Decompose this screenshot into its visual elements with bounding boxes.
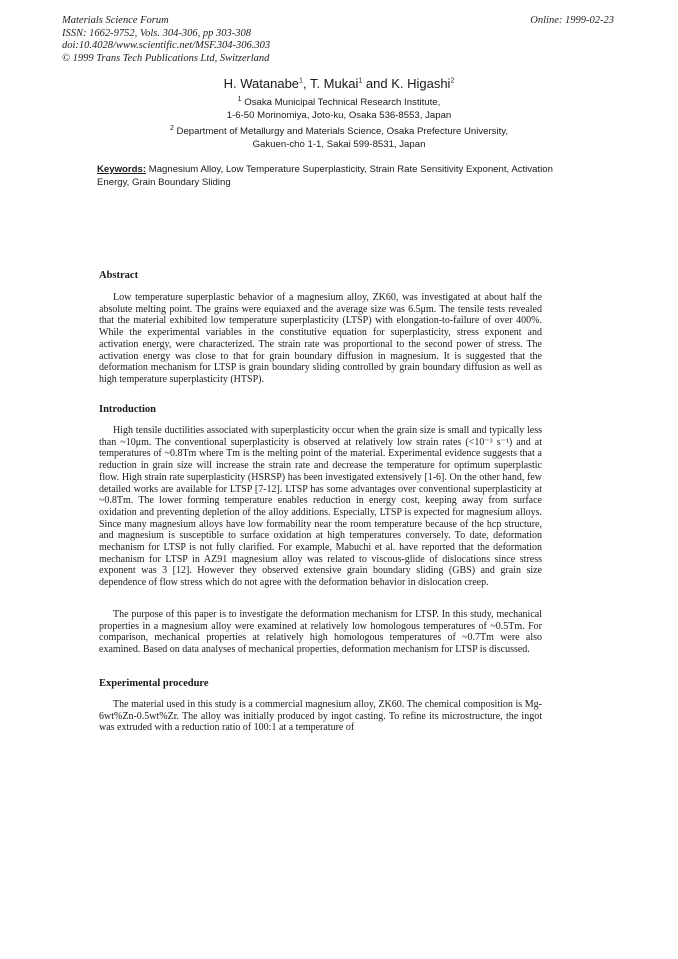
introduction-paragraph-2: The purpose of this paper is to investigate the deformation mechanism for LTSP. In this study, mechanical properties in a magnesium alloy were examined at relatively low homologous temperatures of ~0.5Tm. For comparison, mechanical properties at relatively high homologous temperatures of ~0.7Tm were also examined. Based on data analyses of mechanical properties, deformation mechanism for LTSP is discussed.: [99, 609, 542, 656]
keywords-text: Magnesium Alloy, Low Temperature Superplasticity, Strain Rate Sensitivity Exponent, Activation Energy, Grain Boundary Sliding: [97, 164, 553, 188]
author-affil-mark: 2: [450, 77, 455, 85]
introduction-paragraph-1: High tensile ductilities associated with superplasticity occur when the grain size is small and typically less than ~10μm. The conventional superplasticity is observed at relatively low strain rates (<10⁻³ s⁻¹) and at temperatures of ~0.8Tm where Tm is the melting point of the material. Experimental evidence suggests that a reduction in grain size will increase the strain rate and decrease the temperature for optimum superplastic flow. High strain rate superplasticity (HSRSP) has been investigated extensively [1-6]. On the other hand, few detailed works are available for LTSP [7-12]. LTSP has some advantages over conventional superplasticity at ~0.8Tm. The lower forming temperature enables reduction in energy cost, keeping away from surface oxidation and preventing depletion of the alloy additions. Especially, LTSP is expected for magnesium alloys. Since many magnesium alloys have low formability near the room temperature because of the hcp structure, and magnesium is susceptible to surface oxidation at high temperatures conversely. To date, deformation mechanism for LTSP is not fully clarified. For example, Mabuchi et al. have reported that the deformation mechanism for LTSP in AZ91 magnesium alloy was related to viscous-glide of dislocations since stress exponent was 3 [12]. However they observed extensive grain boundary sliding (GBS) and grain size dependence of flow stress which do not agree with the deformation behavior in dislocation creep.: [99, 425, 542, 589]
citation-header: [62, 15, 270, 65]
author-name: T. Mukai: [309, 76, 359, 91]
affil-line: 1-6-50 Morinomiya, Joto-ku, Osaka 536-8553, Japan: [226, 110, 452, 121]
keywords-label: Keywords:: [97, 164, 147, 175]
issn-line: ISSN: 1662-9752, Vols. 304-306, pp 303-308: [62, 27, 251, 39]
author-name: H. Watanabe: [223, 76, 300, 91]
affil-line: Gakuen-cho 1-1, Sakai 599-8531, Japan: [252, 139, 426, 150]
online-date: Online: 1999-02-23: [530, 15, 614, 26]
experimental-paragraph-1: The material used in this study is a commercial magnesium alloy, ZK60. The chemical composition is Mg-6wt%Zn-0.5wt%Zr. The alloy was initially produced by ingot casting. To refine its microstructure, the ingot was extruded with a reduction ratio of 100:1 at a temperature of: [99, 699, 542, 734]
author-affil-mark: 1: [358, 77, 363, 85]
affiliation-1: [0, 96, 678, 122]
abstract-text: Low temperature superplastic behavior of a magnesium alloy, ZK60, was investigated at about half the absolute melting point. The grains were equiaxed and the average size was 6.5μm. The tensile tests revealed that the material exhibited low temperature superplasticity (LTSP) with elongation-to-failure of over 400%. While the experimental variables in the constitutive equation for superplasticity, stress exponent and activation energy, were characterized. The strain rate was proportional to the second power of stress. The activation energy was close to that for grain boundary diffusion in magnesium. It is suggested that the deformation mechanism for LTSP is grain boundary sliding controlled by grain boundary diffusion as well as high temperature superplasticity (HTSP).: [99, 292, 542, 385]
keywords-block: [97, 163, 557, 189]
copyright-line: © 1999 Trans Tech Publications Ltd, Switzerland: [62, 52, 270, 64]
affiliation-2: [0, 125, 678, 151]
author-affil-mark: 1: [299, 77, 303, 85]
author-list: [0, 76, 678, 91]
affil-line: Department of Metallurgy and Materials Science, Osaka Prefecture University,: [173, 126, 509, 137]
abstract-heading: Abstract: [99, 270, 139, 281]
author-separator: and: [362, 76, 392, 91]
author-name: K. Higashi: [391, 76, 451, 91]
author-separator: ,: [302, 76, 310, 91]
experimental-heading: Experimental procedure: [99, 678, 209, 689]
affil-line: Osaka Municipal Technical Research Institute,: [241, 97, 441, 108]
introduction-heading: Introduction: [99, 404, 156, 415]
journal-name: Materials Science Forum: [62, 15, 169, 26]
affil-mark: 1: [237, 95, 242, 103]
doi-line[interactable]: doi:10.4028/www.scientific.net/MSF.304-306.303: [62, 40, 271, 51]
affil-mark: 2: [169, 124, 174, 132]
